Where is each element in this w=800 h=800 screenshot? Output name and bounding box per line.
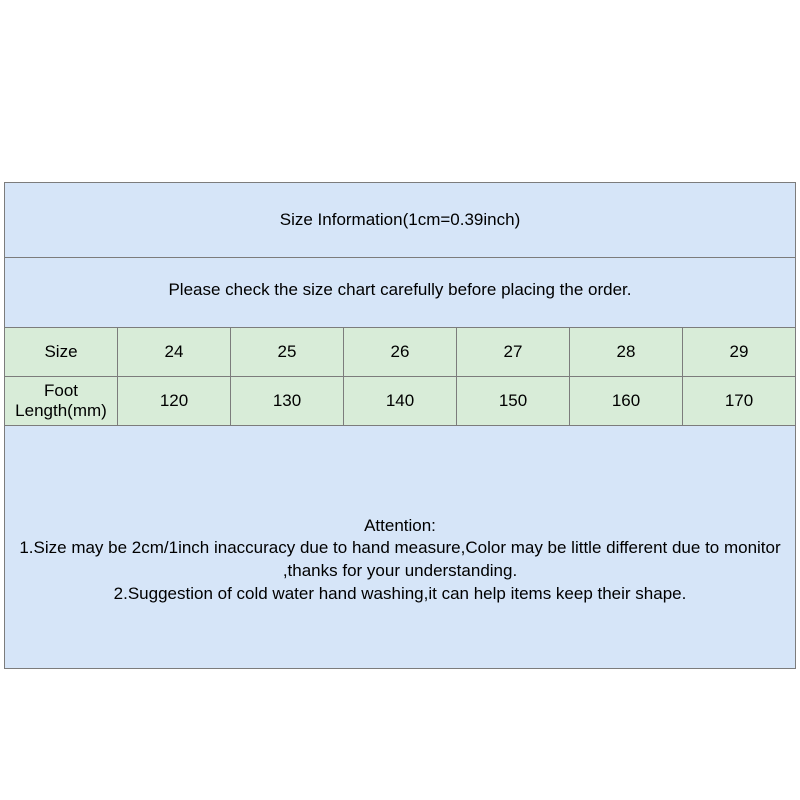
cell-foot-length-29: 170 xyxy=(683,377,796,426)
attention-heading: Attention: xyxy=(364,515,436,535)
size-chart-table xyxy=(4,182,796,669)
column-header-29: 29 xyxy=(683,328,796,377)
cell-foot-length-25: 130 xyxy=(231,377,344,426)
attention-line-2: 2.Suggestion of cold water hand washing,it can help items keep their shape. xyxy=(113,583,687,603)
cell-foot-length-27: 150 xyxy=(457,377,570,426)
cell-foot-length-28: 160 xyxy=(570,377,683,426)
column-header-size: Size xyxy=(5,328,118,377)
column-header-25: 25 xyxy=(231,328,344,377)
chart-title: Size Information(1cm=0.39inch) xyxy=(5,183,796,258)
attention-block xyxy=(5,426,796,669)
table-row-foot-length xyxy=(5,377,796,426)
cell-foot-length-24: 120 xyxy=(118,377,231,426)
column-header-28: 28 xyxy=(570,328,683,377)
attention-line-1: 1.Size may be 2cm/1inch inaccuracy due to hand measure,Color may be little different due to monitor ,thanks for your understanding. xyxy=(19,538,786,580)
size-chart-container xyxy=(4,182,796,669)
chart-subtitle: Please check the size chart carefully before placing the order. xyxy=(5,258,796,328)
column-header-24: 24 xyxy=(118,328,231,377)
table-row-header xyxy=(5,328,796,377)
table-row-attention xyxy=(5,426,796,669)
table-row-subtitle xyxy=(5,258,796,328)
cell-foot-length-26: 140 xyxy=(344,377,457,426)
column-header-26: 26 xyxy=(344,328,457,377)
table-row-title xyxy=(5,183,796,258)
column-header-27: 27 xyxy=(457,328,570,377)
row-label-foot-length: Foot Length(mm) xyxy=(5,377,118,426)
